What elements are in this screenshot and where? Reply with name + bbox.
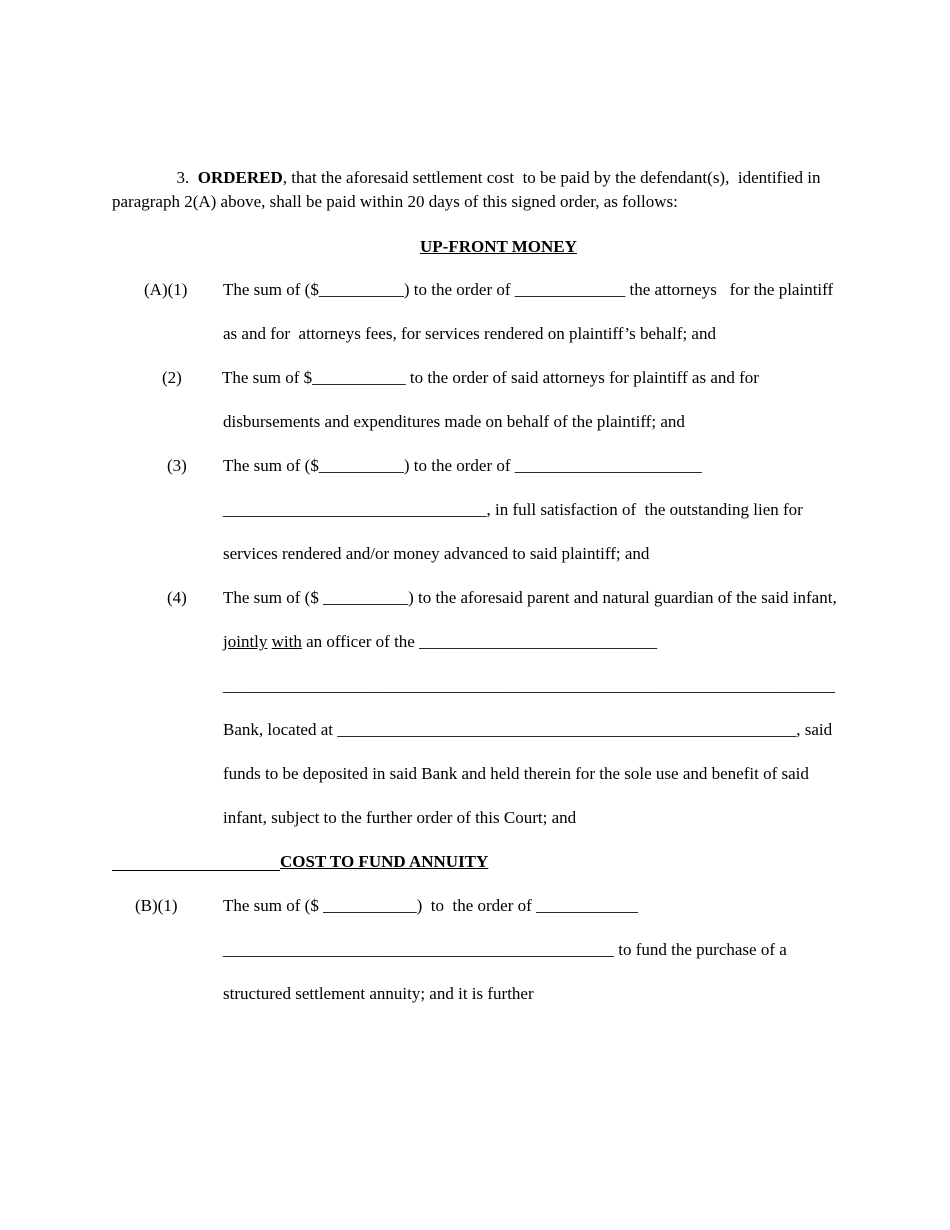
a4-jointly: jointly — [223, 632, 268, 651]
a3-line3: services rendered and/or money advanced to said plaintiff; and — [223, 544, 650, 563]
a3-label: (3) — [167, 456, 187, 475]
a3-line1: The sum of ($__________) to the order of ______________________ — [223, 456, 702, 475]
a4-line2-text: an officer of the ____________________________ — [301, 632, 658, 651]
b1-line1: The sum of ($ ___________) to the order of ____________ — [223, 896, 639, 915]
para3-ordered: ORDERED — [197, 168, 283, 187]
upfront-heading: UP-FRONT MONEY — [420, 237, 577, 256]
annuity-heading-rule — [112, 870, 280, 871]
a4-with: with — [271, 632, 302, 651]
a2-label: (2) — [162, 368, 182, 387]
annuity-heading: COST TO FUND ANNUITY — [280, 852, 489, 871]
a3-line2: _______________________________, in full satisfaction of the outstanding lien for — [223, 500, 803, 519]
b1-label: (B)(1) — [135, 896, 178, 915]
para3-line1-text: , that the aforesaid settlement cost to be paid by the defendant(s), identified in — [282, 168, 821, 187]
para3-line2: paragraph 2(A) above, shall be paid within 20 days of this signed order, as follows: — [112, 192, 678, 211]
a4-line3: ________________________________________________________________________ — [223, 676, 835, 695]
a4-line2 — [223, 632, 657, 652]
a4-line4: Bank, located at ______________________________________________________, said — [223, 720, 833, 739]
b1-line2: ______________________________________________ to fund the purchase of a — [223, 940, 787, 959]
a2-line2: disbursements and expenditures made on behalf of the plaintiff; and — [223, 412, 685, 431]
a4-line6: infant, subject to the further order of this Court; and — [223, 808, 577, 827]
a2-line1: The sum of $___________ to the order of said attorneys for plaintiff as and for — [222, 368, 759, 387]
para3-number: 3. — [176, 168, 190, 187]
a1-label: (A)(1) — [144, 280, 188, 299]
a1-line2: as and for attorneys fees, for services rendered on plaintiff’s behalf; and — [223, 324, 716, 343]
a4-line1: The sum of ($ __________) to the aforesaid parent and natural guardian of the said infant, — [223, 588, 837, 607]
b1-line3: structured settlement annuity; and it is further — [223, 984, 534, 1003]
a4-line5: funds to be deposited in said Bank and held therein for the sole use and benefit of said — [223, 764, 809, 783]
a4-label: (4) — [167, 588, 187, 607]
a1-line1: The sum of ($__________) to the order of _____________ the attorneys for the plaintiff — [223, 280, 834, 299]
para3-line1 — [168, 148, 821, 187]
